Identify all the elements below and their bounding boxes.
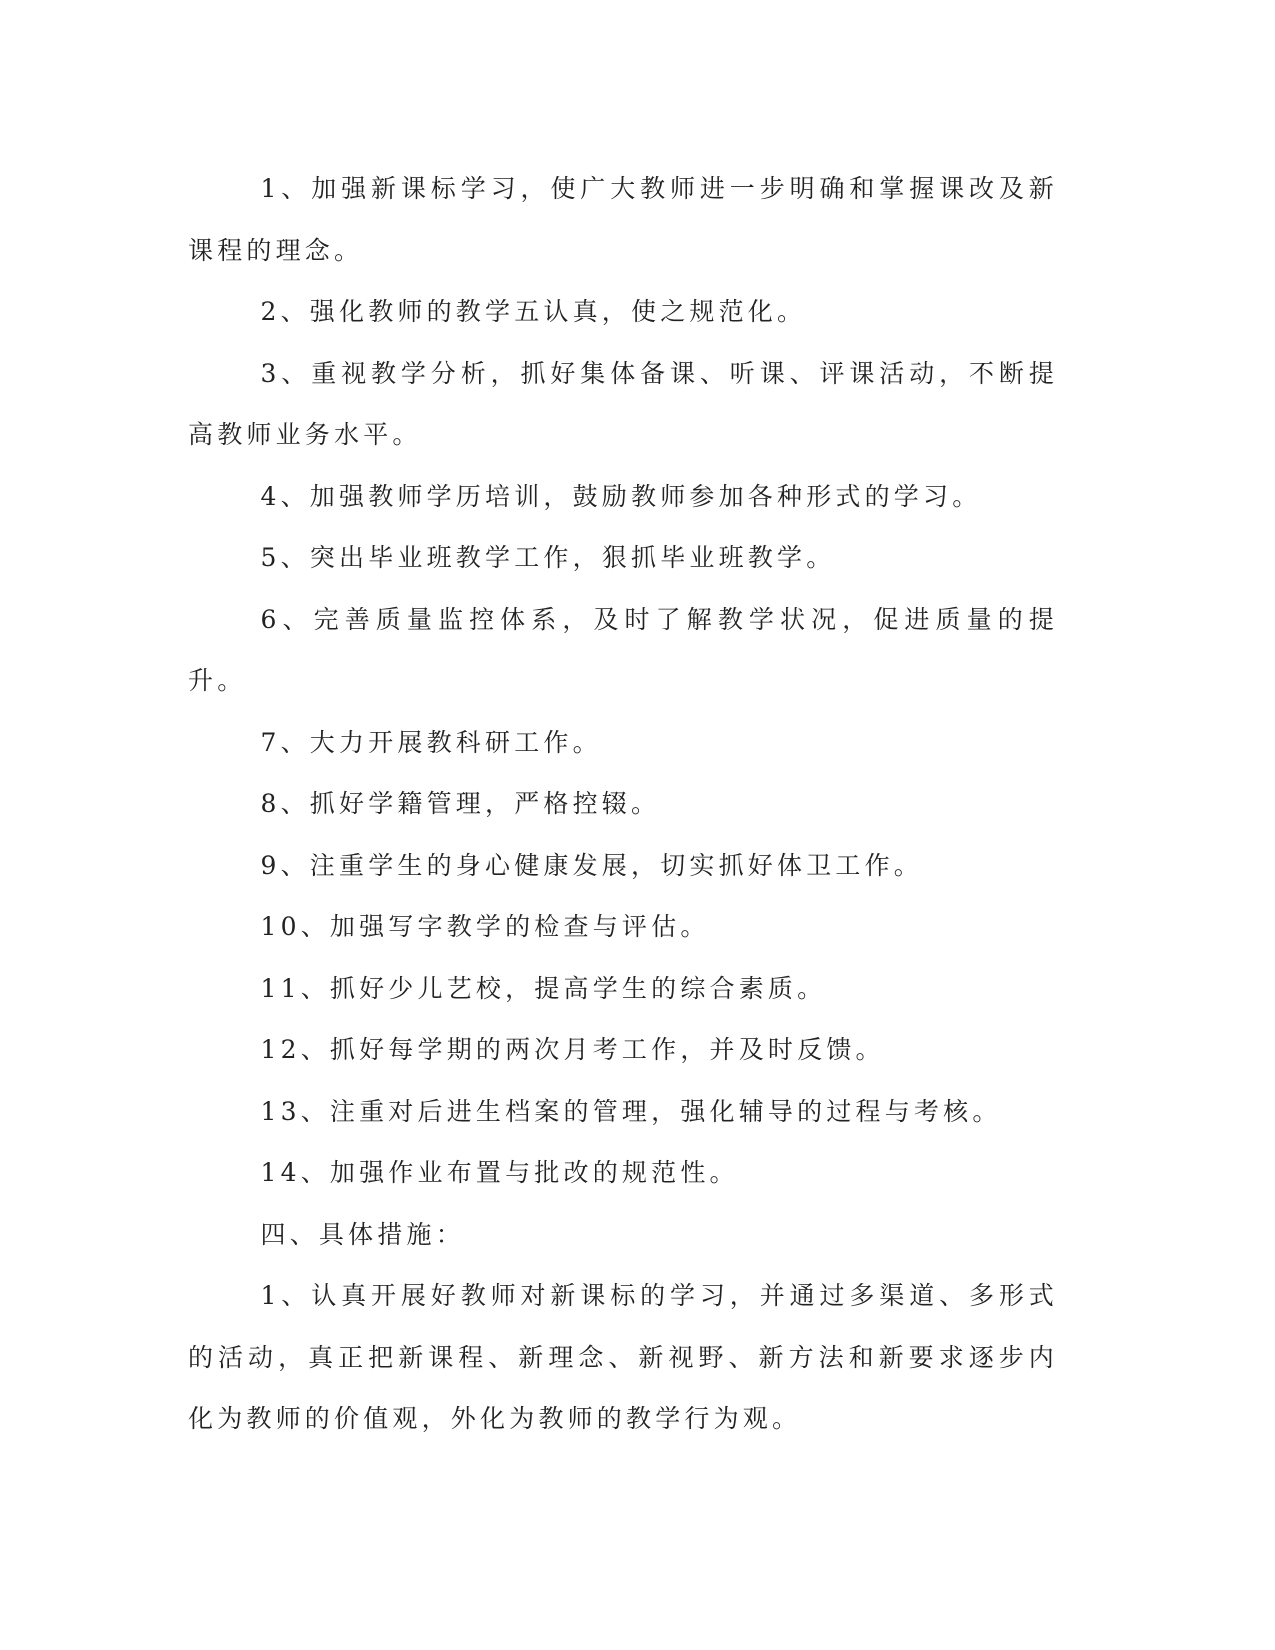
paragraph-goal-6: 6、完善质量监控体系，及时了解教学状况，促进质量的提升。 xyxy=(188,604,1058,695)
paragraph-goal-3: 3、重视教学分析，抓好集体备课、听课、评课活动，不断提高教师业务水平。 xyxy=(188,358,1058,449)
paragraph-goal-13: 13、注重对后进生档案的管理，强化辅导的过程与考核。 xyxy=(260,1096,1002,1126)
paragraph-goal-1: 1、加强新课标学习，使广大教师进一步明确和掌握课改及新课程的理念。 xyxy=(188,174,1058,265)
paragraph-measure-1: 1、认真开展好教师对新课标的学习，并通过多渠道、多形式的活动，真正把新课程、新理念、新视野、新方法和新要求逐步内化为教师的价值观，外化为教师的教学行为观。 xyxy=(188,1281,1058,1433)
paragraph-goal-5: 5、突出毕业班教学工作，狠抓毕业班教学。 xyxy=(260,543,836,572)
document-body xyxy=(188,158,1058,1450)
paragraph-goal-8: 8、抓好学籍管理，严格控辍。 xyxy=(260,789,661,818)
section-heading-measures: 四、具体措施： xyxy=(260,1219,465,1249)
paragraph-goal-10: 10、加强写字教学的检查与评估。 xyxy=(260,912,710,941)
paragraph-goal-12: 12、抓好每学期的两次月考工作，并及时反馈。 xyxy=(260,1035,885,1064)
paragraph-goal-4: 4、加强教师学历培训，鼓励教师参加各种形式的学习。 xyxy=(260,481,982,511)
paragraph-goal-9: 9、注重学生的身心健康发展，切实抓好体卫工作。 xyxy=(260,850,924,880)
paragraph-goal-2: 2、强化教师的教学五认真，使之规范化。 xyxy=(260,297,807,326)
paragraph-goal-7: 7、大力开展教科研工作。 xyxy=(260,727,602,757)
paragraph-goal-14: 14、加强作业布置与批改的规范性。 xyxy=(260,1158,739,1187)
paragraph-goal-11: 11、抓好少儿艺校，提高学生的综合素质。 xyxy=(260,973,827,1003)
